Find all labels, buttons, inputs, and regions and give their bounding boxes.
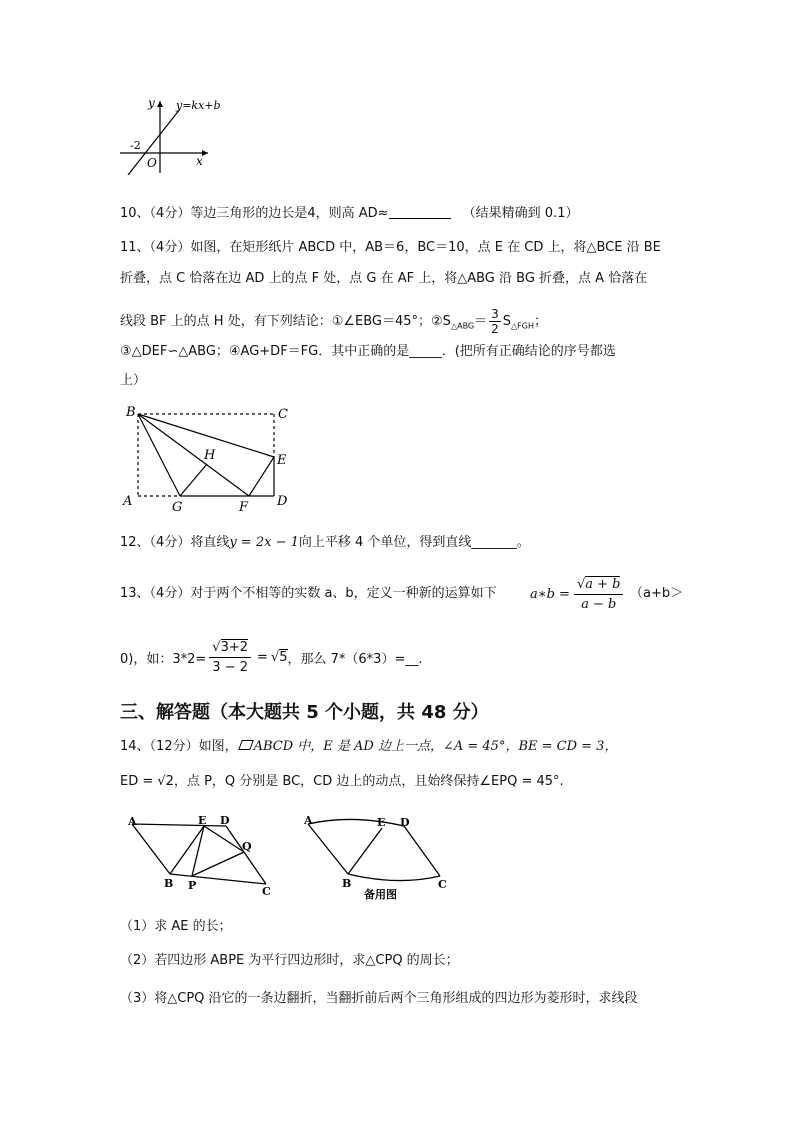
label-g: G bbox=[172, 500, 183, 514]
edge-dc bbox=[226, 826, 266, 884]
q11-fraction bbox=[489, 307, 501, 336]
q14-sub-3: （3）将△CPQ 沿它的一条边翻折，当翻折前后两个三角形组成的四边形为菱形时，求线段 bbox=[120, 991, 638, 1006]
q11-line-3 bbox=[120, 307, 547, 336]
q13-lhs: a∗b = bbox=[530, 586, 570, 602]
label-h: H bbox=[204, 448, 216, 463]
q13-fraction bbox=[574, 577, 624, 612]
parallelogram-icon bbox=[238, 740, 254, 750]
q10-blank bbox=[389, 205, 451, 219]
label-e: E bbox=[198, 814, 207, 827]
origin-label: O bbox=[147, 156, 157, 170]
label-b: B bbox=[164, 877, 174, 890]
q13-num: a + b bbox=[585, 576, 621, 592]
q11-line-2: 折叠，点 C 恰落在边 AD 上的点 F 处，点 G 在 AF 上，将△ABG 沿 BG 折叠，点 A 恰落在 bbox=[120, 271, 648, 286]
label-d: D bbox=[400, 816, 410, 829]
line-eq bbox=[204, 826, 244, 852]
sqrt-icon: √ bbox=[212, 639, 221, 655]
label-e: E bbox=[277, 453, 287, 468]
label-p: P bbox=[188, 879, 197, 892]
edge-dc bbox=[404, 826, 440, 876]
label-f: F bbox=[239, 500, 249, 514]
q13-example-num: 3+2 bbox=[220, 639, 249, 655]
parallelogram-figure-1 bbox=[124, 814, 284, 898]
q14-line-1 bbox=[120, 738, 617, 756]
edge-ab bbox=[132, 824, 170, 874]
q14-line1-text: ABCD 中，E 是 AD 边上一点，∠A = 45°，BE = CD = 3， bbox=[253, 739, 618, 754]
line-pq bbox=[192, 852, 244, 876]
parallelogram-figure-2 bbox=[298, 812, 458, 904]
q11-line-1: 11、（4分）如图，在矩形纸片 ABCD 中，AB＝6，BC＝10，点 E 在 CD 上，将△BCE 沿 BE bbox=[120, 240, 661, 255]
q14-line2-text: ED = √2，点 P，Q 分别是 BC，CD 边上的动点，且始终保持∠EPQ = 45°. bbox=[120, 774, 564, 789]
q11-line3-end: ； bbox=[534, 314, 548, 329]
line-be bbox=[348, 828, 382, 874]
label-a: A bbox=[304, 814, 313, 827]
label-c: C bbox=[278, 407, 288, 422]
q10-text: 10、（4分）等边三角形的边长是4，则高 AD≈ bbox=[120, 206, 389, 221]
q13-example-eq: = bbox=[257, 649, 268, 665]
q13-condition: （a+b＞ bbox=[630, 586, 684, 601]
q13-example-prefix: 0)，如：3*2= bbox=[120, 651, 207, 667]
q12-suffix: 向上平移 4 个单位，得到直线_______。 bbox=[298, 535, 530, 550]
q11-sub-fgh: △FGH bbox=[511, 321, 534, 331]
sqrt-icon: √ bbox=[576, 576, 586, 592]
label-d: D bbox=[277, 494, 288, 509]
q11-frac-num: 3 bbox=[491, 307, 499, 321]
sqrt-icon: √ bbox=[270, 649, 280, 665]
q13-example-suffix: ，那么 7*（6*3）=__. bbox=[287, 651, 423, 667]
edge-ad bbox=[132, 824, 226, 826]
q13-line-2 bbox=[120, 634, 422, 680]
q11-frac-den: 2 bbox=[491, 322, 499, 336]
q12-formula: y = 2x − 1 bbox=[229, 535, 299, 550]
intercept-label: -2 bbox=[130, 139, 141, 152]
q13-example-fraction bbox=[209, 640, 251, 675]
edge-ab bbox=[308, 824, 348, 874]
q11-line-5: 上） bbox=[120, 373, 147, 388]
q14-line1-prefix: 14、（12分）如图， bbox=[120, 739, 238, 754]
line-fe bbox=[249, 457, 274, 496]
linear-function-graph bbox=[112, 95, 232, 175]
q13-prefix: 13、（4分）对于两个不相等的实数 a、b，定义一种新的运算如下 bbox=[120, 586, 497, 601]
q10-suffix: （结果精确到 0.1） bbox=[462, 206, 579, 221]
q11-line3-text: 线段 BF 上的点 H 处，有下列结论：①∠EBG＝45°；②S bbox=[120, 314, 451, 329]
y-axis-label: y bbox=[148, 96, 155, 110]
label-c: C bbox=[438, 878, 447, 891]
q12-prefix: 12、（4分）将直线 bbox=[120, 535, 230, 550]
label-d: D bbox=[220, 814, 230, 827]
equation-label: y=kx+b bbox=[176, 99, 221, 112]
line-bf bbox=[138, 414, 249, 496]
q13-line-1 bbox=[120, 585, 497, 603]
label-c: C bbox=[262, 885, 271, 898]
line-bg bbox=[138, 414, 180, 496]
line-gh bbox=[180, 464, 207, 496]
question-12 bbox=[120, 534, 530, 552]
figure-caption: 备用图 bbox=[364, 888, 397, 901]
rectangle-fold-figure bbox=[118, 404, 298, 514]
q13-den: a − b bbox=[581, 596, 617, 612]
q11-sub-abg: △ABG bbox=[450, 321, 475, 331]
label-b: B bbox=[342, 877, 352, 890]
q14-sub-1: （1）求 AE 的长； bbox=[120, 919, 232, 934]
q13-example-den: 3 − 2 bbox=[212, 659, 248, 675]
label-a: A bbox=[123, 494, 133, 509]
x-axis-arrow-icon bbox=[202, 150, 208, 156]
q14-sub-2: （2）若四边形 ABPE 为平行四边形时，求△CPQ 的周长； bbox=[120, 953, 459, 968]
question-10 bbox=[120, 205, 578, 223]
q11-eq: ＝ bbox=[474, 314, 488, 329]
q13-operation-formula bbox=[530, 572, 623, 616]
y-axis-arrow-icon bbox=[157, 101, 163, 107]
section-3-heading: 三、解答题（本大题共 5 个小题，共 48 分） bbox=[120, 702, 489, 723]
edge-ad bbox=[308, 819, 404, 826]
label-e: E bbox=[377, 816, 386, 829]
q13-example-value: 5 bbox=[279, 650, 288, 665]
q11-s2: S bbox=[502, 314, 512, 329]
q14-line-2 bbox=[120, 773, 564, 791]
label-b: B bbox=[126, 405, 136, 420]
q11-line-4: ③△DEF∽△ABG；④AG+DF＝FG．其中正确的是_____．(把所有正确结论的序号都选 bbox=[120, 344, 616, 359]
x-axis-label: x bbox=[196, 154, 203, 168]
label-q: Q bbox=[242, 840, 252, 853]
edge-bc bbox=[170, 874, 266, 884]
label-a: A bbox=[128, 815, 137, 828]
edge-bc bbox=[348, 874, 440, 881]
